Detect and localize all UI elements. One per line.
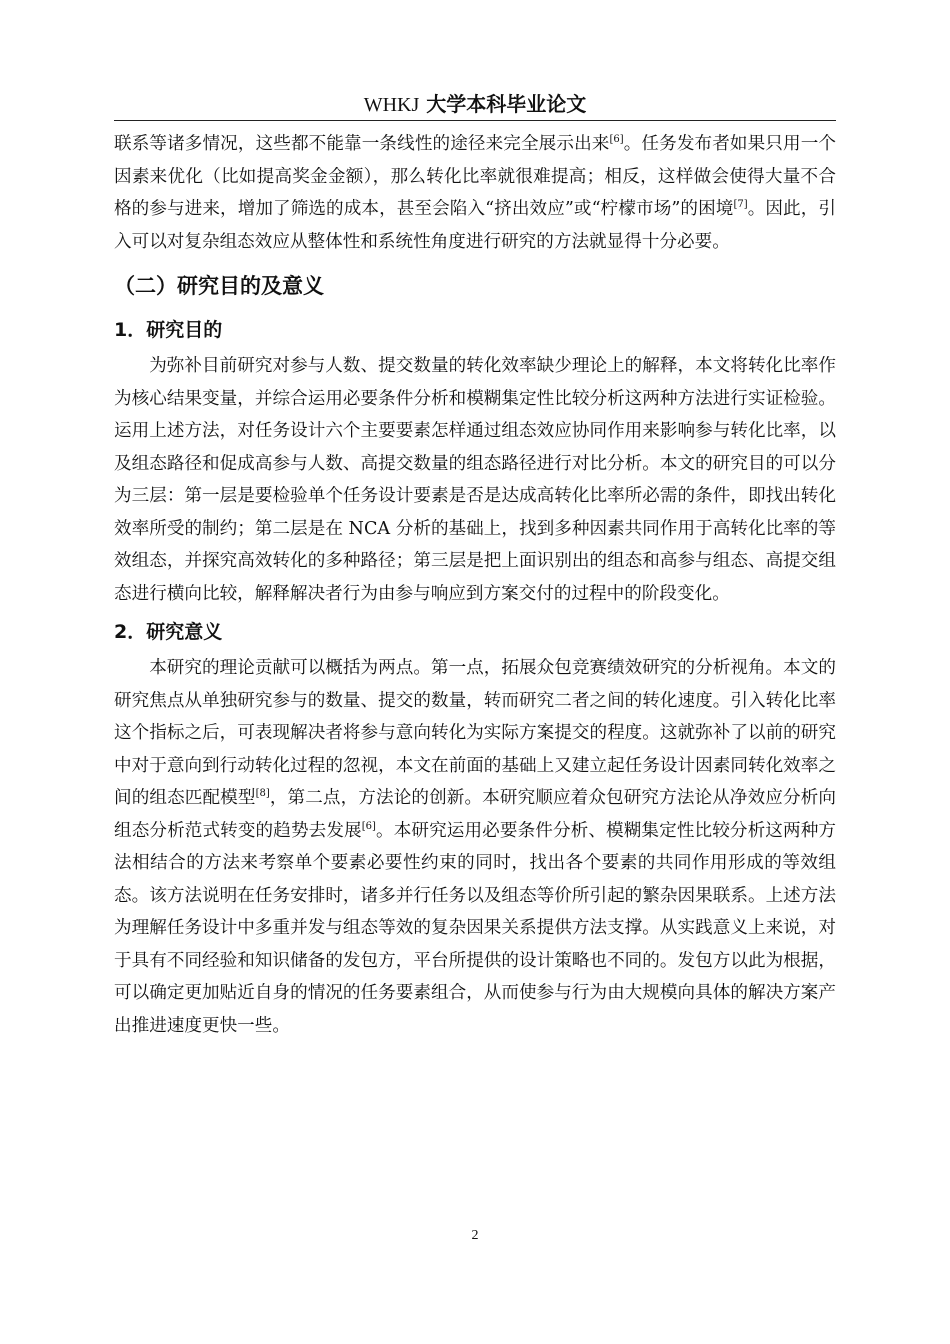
paragraph-text: 。本研究运用必要条件分析、模糊集定性比较分析这两种方法相结合的方法来考察单个要素必要性约束的同时，找出各个要素的共同作用形成的等效组态。该方法说明在任务安排时，诸多并行任务以及组态等价所引起的繁杂因果联系。上述方法为理解任务设计中多重并发与组态等效的复杂因果关系提供方法支撑。从实践意义上来说，对于具有不同经验和知识储备的发包方，平台所提供的设计策略也不同的。发包方以此为根据，可以确定更加贴近自身的情况的任务要素组合，从而使参与行为由大规模向具体的解决方案产出推进速度更快一些。 (114, 820, 836, 1036)
header-title: 大学本科毕业论文 (426, 92, 587, 116)
header-latin: WHKJ (363, 94, 420, 116)
paragraph-text: ，第二点，方法论的创新。本研究顺应着众包研究方法论从净效应分析向组态分析范式转变的趋势去发展 (114, 788, 836, 841)
running-header (114, 90, 836, 121)
paragraph-text: 本研究的理论贡献可以概括为两点。第一点，拓展众包竞赛绩效研究的分析视角。本文的研究焦点从单独研究参与的数量、提交的数量，转而研究二者之间的转化速度。引入转化比率这个指标之后，可表现解决者将参与意向转化为实际方案提交的程度。这就弥补了以前的研究中对于意向到行动转化过程的忽视，本文在前面的基础上又建立起任务设计因素同转化效率之间的组态匹配模型 (114, 658, 836, 808)
paragraph-text: 。任务发布者如果只用一个因素来优化（比如提高奖金金额），那么转化比率就很难提高；相反，这样做会使得大量不合格的参与进来，增加了筛选的成本，甚至会陷入“挤出效应”或“柠檬市场”的困境 (114, 134, 836, 219)
section-heading: （二）研究目的及意义 (114, 274, 324, 298)
citation-ref: [6] (361, 820, 376, 832)
page-body (114, 128, 836, 1042)
paragraph-text: 联系等诸多情况，这些都不能靠一条线性的途径来完全展示出来 (114, 134, 610, 154)
paragraph-intro-continued (114, 128, 836, 258)
paragraph-purpose: 为弥补目前研究对参与人数、提交数量的转化效率缺少理论上的解释，本文将转化比率作为核心结果变量，并综合运用必要条件分析和模糊集定性比较分析这两种方法进行实证检验。运用上述方法，对任务设计六个主要要素怎样通过组态效应协同作用来影响参与转化比率，以及组态路径和促成高参与人数、高提交数量的组态路径进行对比分析。本文的研究目的可以分为三层：第一层是要检验单个任务设计要素是否是达成高转化比率所必需的条件，即找出转化效率所受的制约；第二层是在 NCA 分析的基础上，找到多种因素共同作用于高转化比率的等效组态，并探究高效转化的多种路径；第三层是把上面识别出的组态和高参与组态、高提交组态进行横向比较，解释解决者行为由参与响应到方案交付的过程中的阶段变化。 (114, 356, 836, 604)
subsection-heading-purpose: 1．研究目的 (114, 319, 223, 341)
citation-ref: [8] (255, 788, 270, 800)
paragraph-text: 。因此，引入可以对复杂组态效应从整体性和系统性角度进行研究的方法就显得十分必要。 (114, 199, 836, 252)
subsection-heading-significance: 2．研究意义 (114, 621, 223, 643)
paragraph-significance (114, 652, 836, 1042)
citation-ref: [6] (609, 134, 624, 146)
page-number: 2 (471, 1228, 479, 1243)
citation-ref: [7] (733, 199, 748, 211)
